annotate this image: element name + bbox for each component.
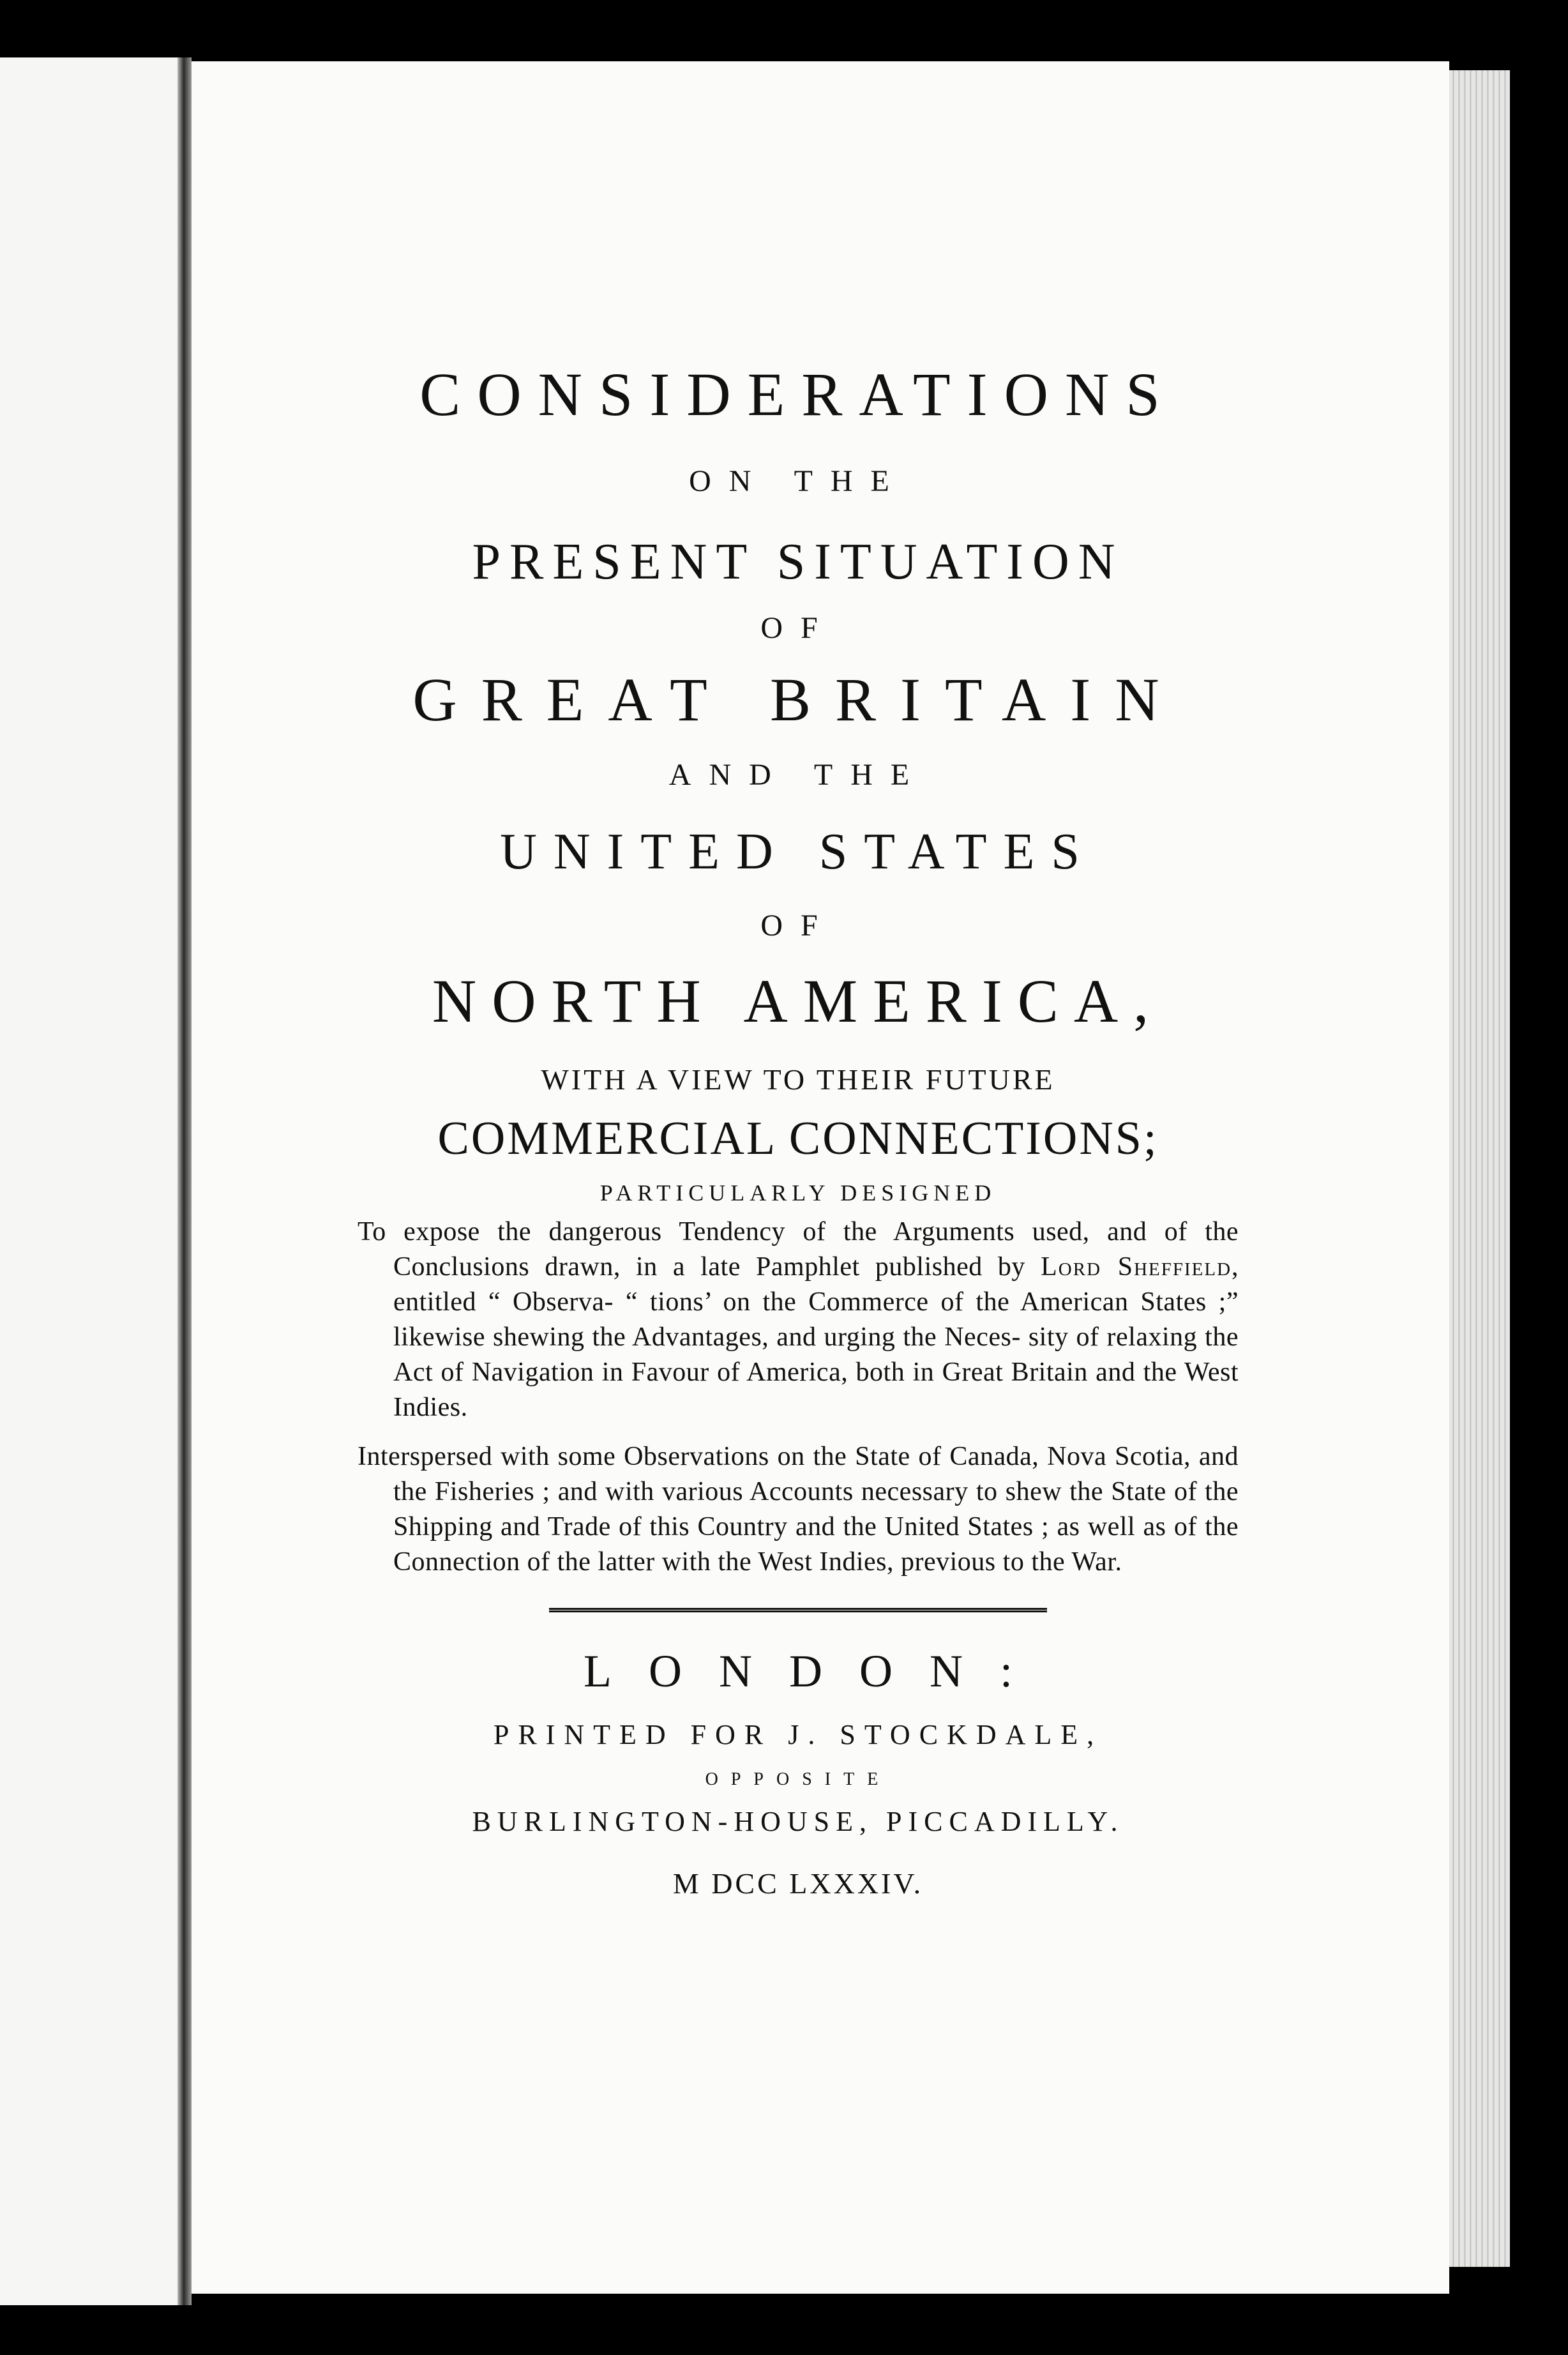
imprint-burlington-house: BURLINGTON-HOUSE, PICCADILLY.: [472, 1806, 1124, 1837]
title-north-america: NORTH AMERICA,: [432, 967, 1165, 1035]
imprint-printed-for: PRINTED FOR J. STOCKDALE,: [493, 1719, 1103, 1750]
title-and-the: AND THE: [668, 758, 928, 792]
page-edges: [1449, 70, 1510, 2267]
imprint-opposite: OPPOSITE: [705, 1769, 891, 1789]
subtitle-with-a-view: WITH A VIEW TO THEIR FUTURE: [541, 1063, 1055, 1096]
subtitle-particularly-designed: PARTICULARLY DESIGNED: [599, 1180, 997, 1206]
title-rule: [549, 1608, 1047, 1612]
paragraph-purpose: [358, 1215, 1239, 1425]
author-name-sheffield: Lord Sheffield: [1041, 1252, 1232, 1282]
title-page-content: [358, 345, 1239, 1898]
paragraph-interspersed: Interspersed with some Observations on the State of Canada, Nova Scotia, and the Fisheries ; and with various Accounts necessary to shew the State of the Shipping and Trade of this Country and the United States ; as well as of the Connection of the latter with the West Indies, previous to the War.: [358, 1442, 1239, 1577]
paragraph-purpose-text-a: To expose the dangerous Tendency of the Arguments used, and of the Conclusions drawn, in a late Pamphlet published by: [358, 1217, 1239, 1282]
title-present-situation: PRESENT SITUATION: [472, 534, 1124, 590]
title-considerations: CONSIDERATIONS: [419, 360, 1177, 428]
title-of-2: OF: [760, 909, 836, 943]
title-great-britain: GREAT BRITAIN: [412, 665, 1184, 734]
subtitle-commercial-connections: COMMERCIAL CONNECTIONS;: [437, 1112, 1159, 1165]
imprint-london: LONDON:: [584, 1646, 1050, 1697]
title-of-1: OF: [760, 611, 836, 645]
title-on-the: ON THE: [689, 464, 907, 498]
title-united-states: UNITED STATES: [500, 824, 1096, 880]
left-page: [0, 57, 177, 2305]
imprint-year: M DCC LXXXIV.: [672, 1867, 924, 1900]
paragraph-purpose-text-b: , entitled “ Observa- “ tions’ on the Commerce of the American States ;” likewise shewing the Advantages, and urging the Neces- sity of relaxing the Act of Navigation in Favour of America, both in Great Britain and the West Indies.: [393, 1252, 1239, 1422]
book-gutter: [177, 57, 192, 2305]
